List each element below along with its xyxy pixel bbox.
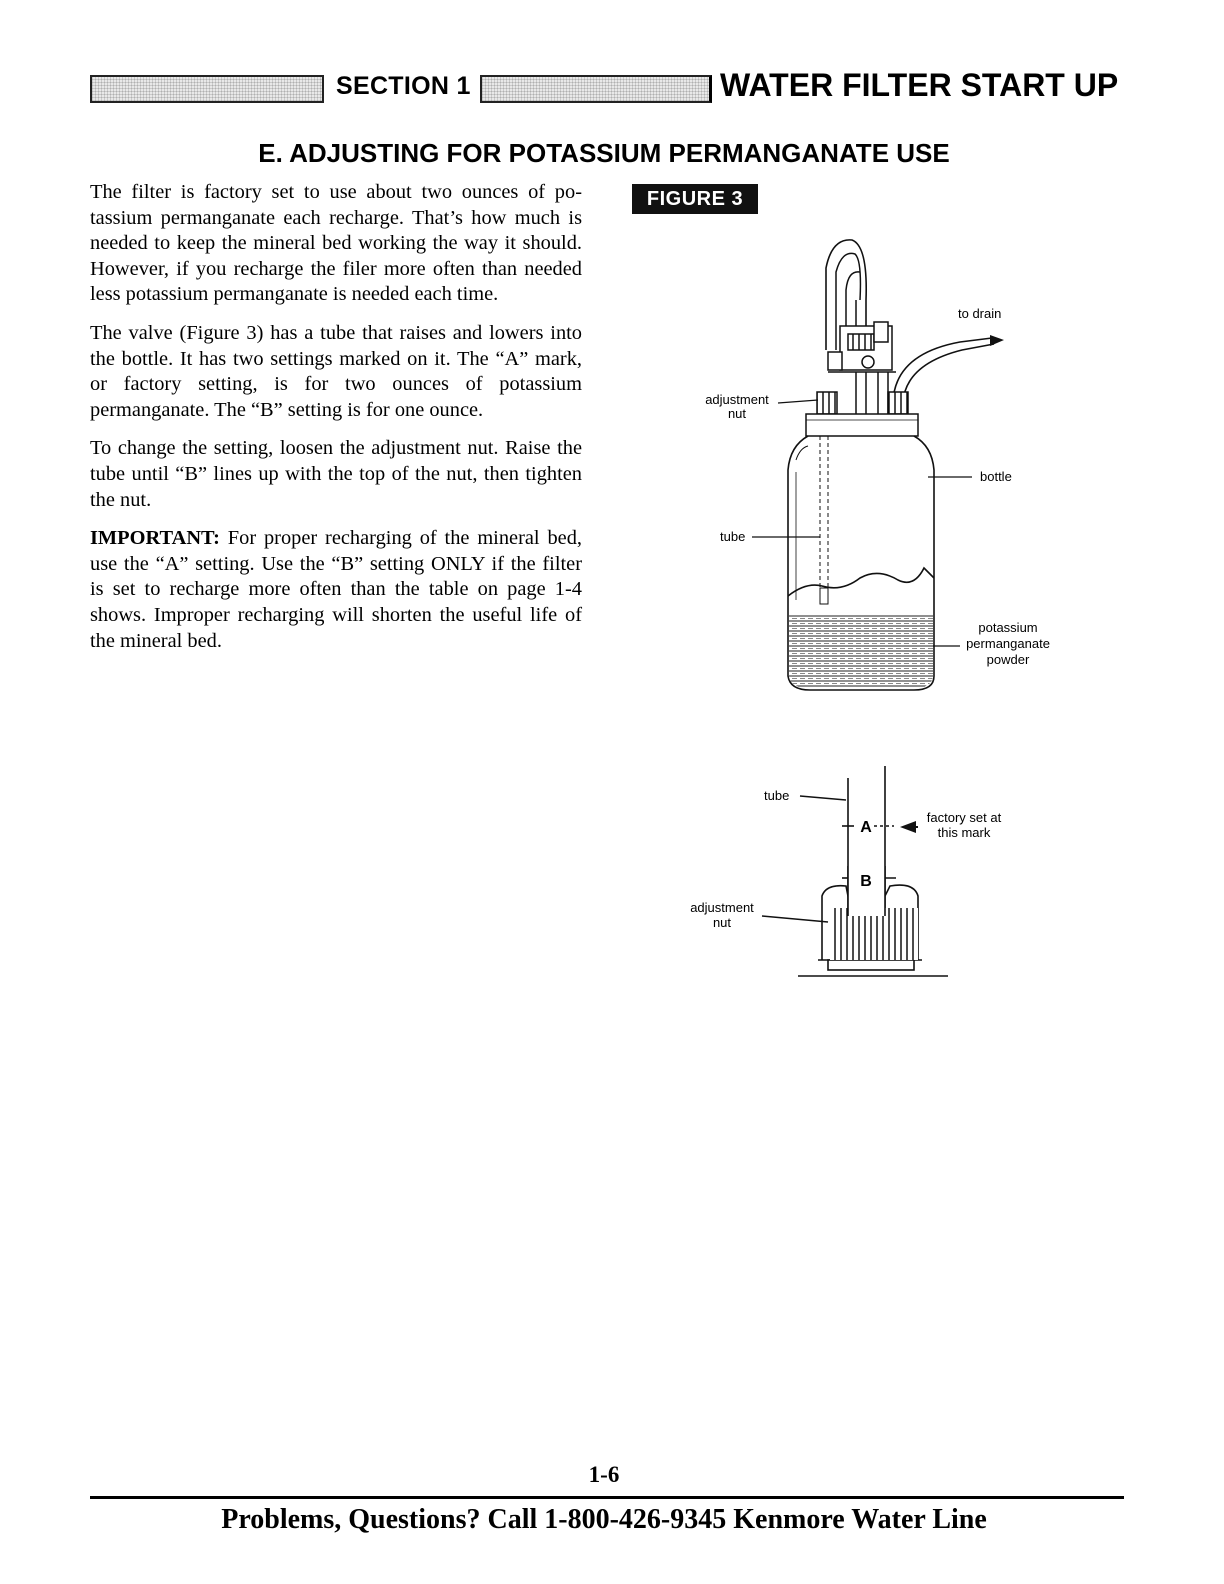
detail-label-factory-set-1: factory set at — [926, 810, 1002, 825]
detail-mark-a: A — [860, 819, 872, 836]
detail-label-factory-set-2: this mark — [937, 825, 991, 840]
paragraph-4-text: For proper recharging of the mineral bed, use the “A” setting. Use the “B” setting ONLY if the filter is set to recharge more often than the table on page 1-4 shows. Improper recharging will shorten the useful life of the mineral bed. — [90, 527, 582, 652]
drain-arrow-icon — [990, 335, 1004, 346]
paragraph-2: The valve (Figure 3) has a tube that raises and lowers into the bottle. It has two settings marked on it. The “A” mark, or factory setting, is for two ounces of potassium permanganate. The “B” setting is for one ounce. — [90, 321, 582, 421]
detail-mark-b: B — [860, 873, 872, 890]
header-title: WATER FILTER START UP — [720, 67, 1119, 103]
section-label: SECTION 1 — [336, 72, 471, 100]
label-nut: nut — [727, 406, 747, 421]
label-bottle: bottle — [980, 469, 1012, 484]
label-permanganate: permanganate — [966, 636, 1050, 651]
paragraph-1: The filter is factory set to use about two ounces of potassium permanganate each recharge. That’s how much is needed to keep the mineral bed working the way it should. However, if you recharge the filer more often than needed less potassium permanganate is needed each time. — [90, 181, 582, 306]
leader-lines — [752, 400, 972, 646]
label-potassium: potassium — [978, 620, 1038, 635]
detail-label-tube: tube — [764, 788, 790, 803]
label-tube: tube — [720, 529, 746, 544]
paragraph-3: To change the setting, loosen the adjustment nut. Raise the tube until “B” lines up with the top of the nut, then tighten the nut. — [90, 437, 582, 511]
label-adjustment: adjustment — [705, 392, 769, 407]
label-to-drain: to drain — [958, 306, 1002, 321]
page-number: 1-6 — [588, 1462, 620, 1487]
label-powder: powder — [986, 652, 1030, 667]
important-label: IMPORTANT: — [90, 527, 220, 550]
footer-text: Problems, Questions? Call 1-800-426-9345 Kenmore Water Line — [221, 1504, 987, 1535]
detail-label-adjustment: adjustment — [690, 900, 754, 915]
detail-label-nut: nut — [712, 915, 732, 930]
section-subtitle: E. ADJUSTING FOR POTASSIUM PERMANGANATE USE — [258, 138, 950, 168]
powder-fill — [789, 614, 933, 688]
footer-divider — [90, 1496, 1124, 1499]
figure-badge: FIGURE 3 — [632, 184, 758, 214]
